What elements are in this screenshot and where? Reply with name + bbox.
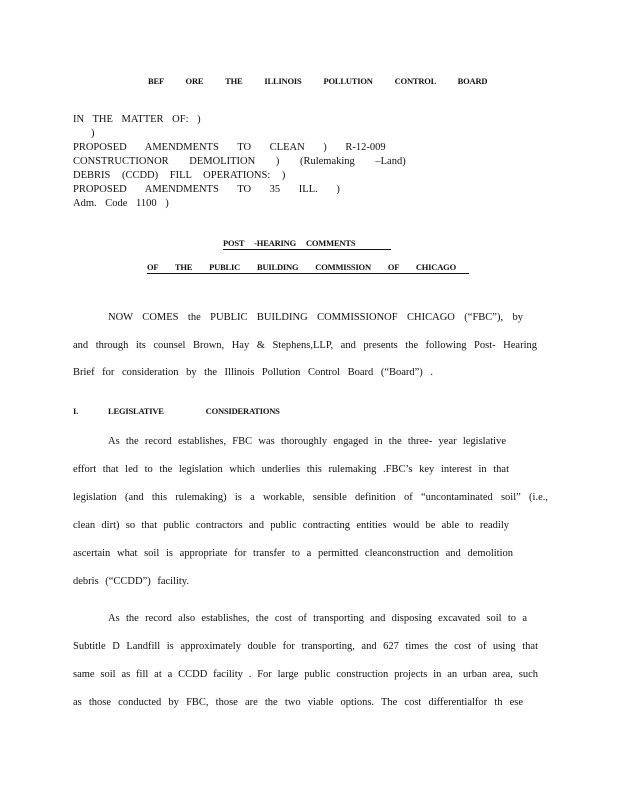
body-line: NOW COMES the PUBLIC BUILDING COMMISSIONOF CHICAGO (“FBC”), by xyxy=(108,312,523,323)
body-line: as those conducted by FBC, those are the two viable options. The cost differentialfor th ese xyxy=(73,697,523,708)
caption-line: CONSTRUCTIONOR DEMOLITION ) (Rulemaking –Land) xyxy=(73,156,406,167)
section-heading: LEGISLATIVE CONSIDERATIONS xyxy=(108,406,280,416)
body-line: clean dirt) so that public contractors and public contracting entities would be able to readily xyxy=(73,520,509,531)
section-number: I. xyxy=(73,406,79,416)
body-line: Brief for consideration by the Illinois Pollution Control Board (“Board”) . xyxy=(73,367,433,378)
caption-line: IN THE MATTER OF: ) xyxy=(73,114,201,125)
body-line: ascertain what soil is appropriate for transfer to a permitted cleanconstruction and demolition xyxy=(73,548,513,559)
caption-line: PROPOSED AMENDMENTS TO CLEAN ) R-12-009 xyxy=(73,142,386,153)
document-title: POST -HEARING COMMENTS xyxy=(223,238,391,250)
caption-line: Adm. Code 1100 ) xyxy=(73,198,169,209)
body-line: legislation (and this rulemaking) is a workable, sensible definition of “uncontaminated soil” (i.e., xyxy=(73,492,548,503)
caption-line: ) xyxy=(91,128,95,139)
body-line: effort that led to the legislation which underlies this rulemaking .FBC’s key interest in that xyxy=(73,464,509,475)
body-line: As the record establishes, FBC was thoroughly engaged in the three- year legislative xyxy=(108,436,506,447)
body-line: same soil as fill at a CCDD facility . For large public construction projects in an urban area, such xyxy=(73,669,538,680)
body-line: Subtitle D Landfill is approximately double for transporting, and 627 times the cost of using that xyxy=(73,641,538,652)
board-title: BEF ORE THE ILLINOIS POLLUTION CONTROL BOARD xyxy=(148,76,488,86)
document-subtitle: OF THE PUBLIC BUILDING COMMISSION OF CHICAGO xyxy=(147,262,469,274)
body-line: and through its counsel Brown, Hay & Stephens,LLP, and presents the following Post- Hearing xyxy=(73,340,537,351)
caption-line: PROPOSED AMENDMENTS TO 35 ILL. ) xyxy=(73,184,340,195)
caption-line: DEBRIS (CCDD) FILL OPERATIONS: ) xyxy=(73,170,286,181)
body-line: debris (“CCDD”) facility. xyxy=(73,576,189,587)
body-line: As the record also establishes, the cost of transporting and disposing excavated soil to a xyxy=(108,613,527,624)
